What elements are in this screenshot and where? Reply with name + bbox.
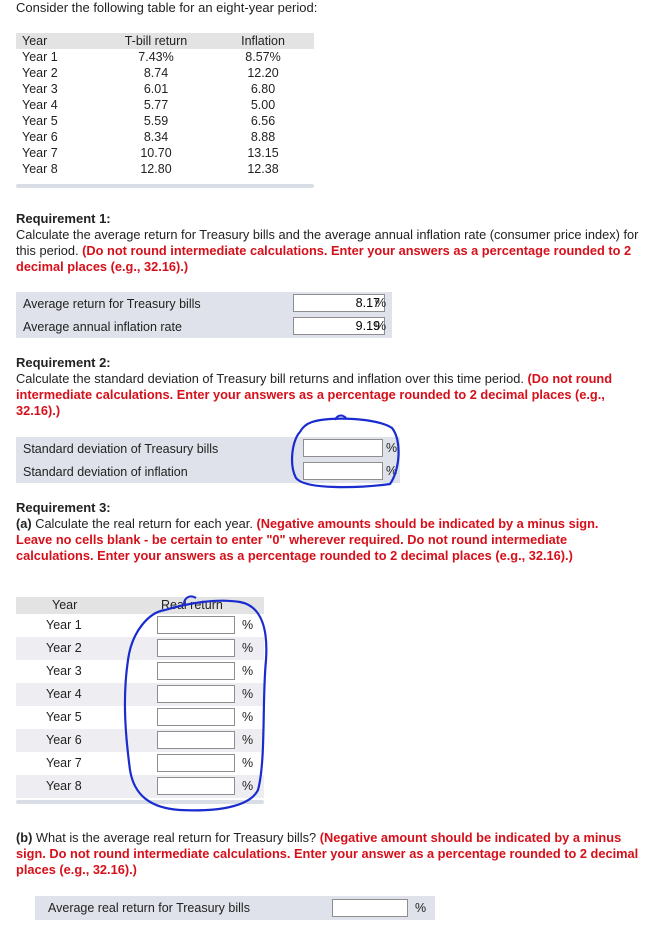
req3-part-b bbox=[16, 830, 646, 878]
cell-year: Year 1 bbox=[22, 50, 58, 64]
cell-tbill: 5.77 bbox=[143, 98, 169, 112]
real-year-6: Year 6 bbox=[46, 733, 82, 747]
cell-year: Year 6 bbox=[22, 130, 58, 144]
cell-inflation: 8.88 bbox=[250, 130, 276, 144]
req1-label-tbill: Average return for Treasury bills bbox=[23, 297, 201, 311]
table-row bbox=[16, 161, 314, 177]
table-row bbox=[16, 129, 314, 145]
cell-year: Year 5 bbox=[22, 114, 58, 128]
cell-inflation: 6.80 bbox=[250, 82, 276, 96]
real-table-divider bbox=[16, 800, 264, 804]
real-return-input-year-7[interactable] bbox=[157, 754, 235, 772]
part-a-question: Calculate the real return for each year. bbox=[35, 516, 253, 531]
cell-inflation: 12.20 bbox=[247, 66, 279, 80]
real-return-input-year-4[interactable] bbox=[157, 685, 235, 703]
real-year-8: Year 8 bbox=[46, 779, 82, 793]
header-inflation: Inflation bbox=[212, 33, 314, 49]
req2-question: Calculate the standard deviation of Treasury bill returns and inflation over this time period. bbox=[16, 371, 524, 386]
real-return-input-year-2[interactable] bbox=[157, 639, 235, 657]
req2-title: Requirement 2: bbox=[16, 355, 111, 370]
cell-inflation: 5.00 bbox=[250, 98, 276, 112]
real-return-input-year-5[interactable] bbox=[157, 708, 235, 726]
table-row bbox=[16, 97, 314, 113]
real-unit: % bbox=[242, 664, 254, 678]
req1-text bbox=[16, 227, 646, 275]
sd-tbill-input[interactable] bbox=[303, 439, 383, 457]
sd-inflation-input[interactable] bbox=[303, 462, 383, 480]
req1-question: Calculate the average return for Treasury bills and the average annual inflation rate (consumer price index) for this period. bbox=[16, 227, 639, 258]
cell-year: Year 3 bbox=[22, 82, 58, 96]
real-year-7: Year 7 bbox=[46, 756, 82, 770]
table-row bbox=[16, 113, 314, 129]
cell-tbill: 8.34 bbox=[143, 130, 169, 144]
part-a-prefix: (a) bbox=[16, 516, 32, 531]
req2-answer-box bbox=[16, 437, 400, 483]
table-divider bbox=[16, 184, 314, 188]
cell-tbill: 12.80 bbox=[140, 162, 172, 176]
req3-part-a bbox=[16, 516, 606, 564]
req1-note: (Do not round intermediate calculations. Enter your answers as a percentage rounded to 2 decimal places (e.g., 32.16).) bbox=[16, 243, 632, 274]
real-return-input-year-1[interactable] bbox=[157, 616, 235, 634]
part-b-prefix: (b) bbox=[16, 830, 33, 845]
req2-label-inflation: Standard deviation of inflation bbox=[23, 465, 188, 479]
real-return-table bbox=[16, 614, 264, 798]
part-b-note: (Negative amount should be indicated by a minus sign. Do not round intermediate calculations. Enter your answer as a percentage rounded to 2 decimal places (e.g., 32.16).) bbox=[16, 830, 639, 877]
part-b-answer-box bbox=[35, 896, 435, 920]
part-b-unit: % bbox=[415, 901, 427, 915]
part-a-note: (Negative amounts should be indicated by a minus sign. Leave no cells blank - be certain to enter "0" wherever required. Do not round intermediate calculations. Enter your answers as a percentage rounded to 2 decimal places (e.g., 32.16).) bbox=[16, 516, 599, 563]
real-return-input-year-8[interactable] bbox=[157, 777, 235, 795]
cell-year: Year 7 bbox=[22, 146, 58, 160]
req2-unit-tbill: % bbox=[386, 441, 398, 455]
real-unit: % bbox=[242, 641, 254, 655]
avg-tbill-return-input[interactable] bbox=[293, 294, 385, 312]
req1-unit-tbill: % bbox=[375, 296, 387, 310]
req2-note: (Do not round intermediate calculations. Enter your answers as a percentage rounded to 2 decimal places (e.g., 32.16).) bbox=[16, 371, 613, 418]
returns-table bbox=[16, 33, 314, 177]
real-unit: % bbox=[242, 687, 254, 701]
cell-inflation: 12.38 bbox=[247, 162, 279, 176]
cell-year: Year 2 bbox=[22, 66, 58, 80]
table-row bbox=[16, 49, 314, 65]
real-unit: % bbox=[242, 756, 254, 770]
req3-title: Requirement 3: bbox=[16, 500, 111, 515]
cell-tbill: 8.74 bbox=[143, 66, 169, 80]
req1-unit-inflation: % bbox=[375, 319, 387, 333]
real-unit: % bbox=[242, 618, 254, 632]
part-b-label: Average real return for Treasury bills bbox=[48, 901, 250, 915]
req1-answer-box bbox=[16, 292, 392, 338]
cell-tbill: 6.01 bbox=[143, 82, 169, 96]
real-unit: % bbox=[242, 710, 254, 724]
cell-inflation: 6.56 bbox=[250, 114, 276, 128]
table-header-row bbox=[16, 33, 314, 49]
part-b-question: What is the average real return for Treasury bills? bbox=[35, 830, 317, 845]
real-return-input-year-6[interactable] bbox=[157, 731, 235, 749]
real-year-1: Year 1 bbox=[46, 618, 82, 632]
real-year-2: Year 2 bbox=[46, 641, 82, 655]
intro-text: Consider the following table for an eight-year period: bbox=[16, 0, 318, 15]
avg-inflation-input[interactable] bbox=[293, 317, 385, 335]
real-return-input-year-3[interactable] bbox=[157, 662, 235, 680]
real-unit: % bbox=[242, 733, 254, 747]
req2-unit-inflation: % bbox=[386, 464, 398, 478]
cell-inflation: 13.15 bbox=[247, 146, 279, 160]
real-year-5: Year 5 bbox=[46, 710, 82, 724]
table-row bbox=[16, 81, 314, 97]
real-header-year: Year bbox=[52, 598, 78, 612]
req2-text bbox=[16, 371, 646, 419]
real-year-3: Year 3 bbox=[46, 664, 82, 678]
table-row bbox=[16, 145, 314, 161]
cell-inflation: 8.57% bbox=[245, 50, 281, 64]
cell-tbill: 7.43% bbox=[138, 50, 174, 64]
avg-real-return-input[interactable] bbox=[332, 899, 408, 917]
header-tbill: T-bill return bbox=[100, 33, 212, 49]
real-header-return: Real return bbox=[161, 598, 223, 612]
req1-label-inflation: Average annual inflation rate bbox=[23, 320, 182, 334]
req1-title: Requirement 1: bbox=[16, 211, 111, 226]
real-unit: % bbox=[242, 779, 254, 793]
header-year: Year bbox=[16, 33, 100, 49]
cell-year: Year 8 bbox=[22, 162, 58, 176]
table-row bbox=[16, 65, 314, 81]
real-year-4: Year 4 bbox=[46, 687, 82, 701]
req2-label-tbill: Standard deviation of Treasury bills bbox=[23, 442, 219, 456]
cell-year: Year 4 bbox=[22, 98, 58, 112]
cell-tbill: 10.70 bbox=[140, 146, 172, 160]
cell-tbill: 5.59 bbox=[143, 114, 169, 128]
